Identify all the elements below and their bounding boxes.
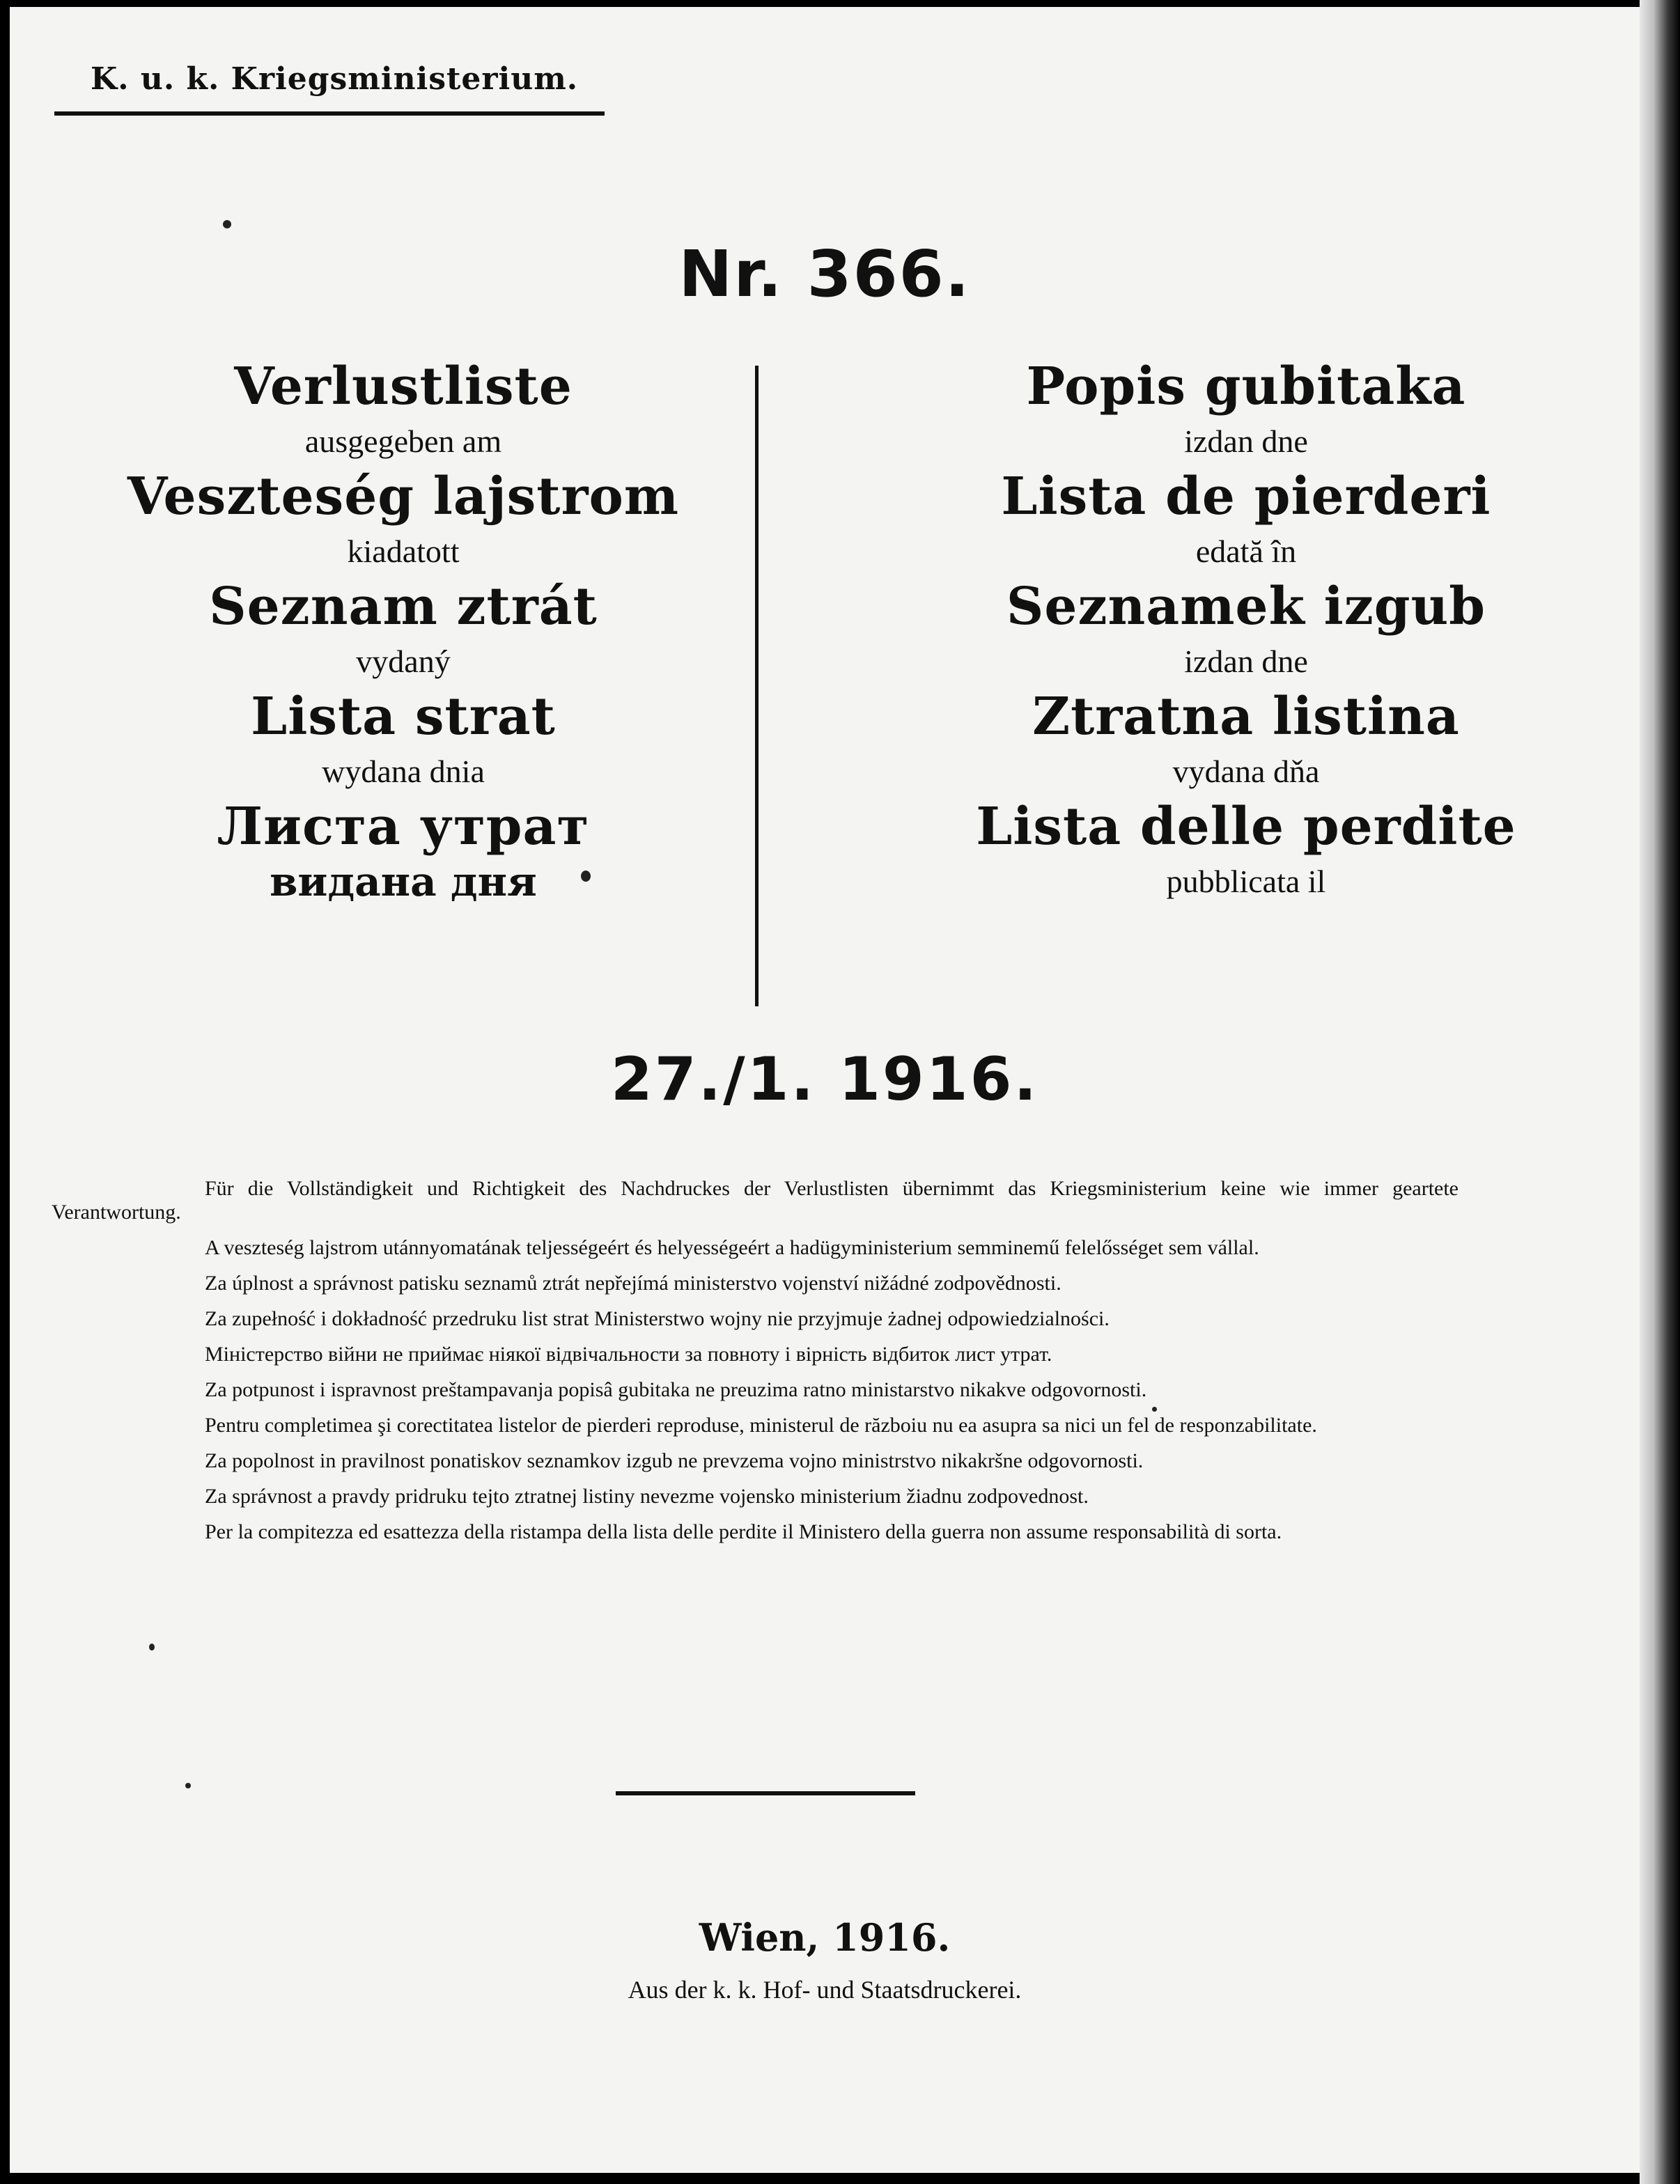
title-german: Verlustliste xyxy=(234,357,573,416)
subtitle-slovene: izdan dne xyxy=(1184,644,1308,679)
document-page xyxy=(10,7,1640,2173)
title-column-right xyxy=(887,355,1605,905)
disclaimer-slovak: Za správnost a pravdy pridruku tejto ztratnej listiny nevezme vojensko ministerium žiadnu zodpovednost. xyxy=(205,1485,1089,1508)
subtitle-slovak: vydana dňa xyxy=(1172,754,1320,789)
title-slovene: Seznamek izgub xyxy=(1006,577,1486,637)
subtitle-ukrainian: видана дня xyxy=(270,858,537,905)
disclaimer-polish: Za zupełność i dokładność przedruku list strat Ministerstwo wojny nie przyjmuje żadnej odpowiedzialności. xyxy=(205,1307,1110,1330)
title-slovak: Ztratna listina xyxy=(1032,687,1460,747)
ink-speck xyxy=(1152,1407,1157,1412)
ink-speck xyxy=(185,1783,191,1788)
title-italian: Lista delle perdite xyxy=(976,797,1516,857)
disclaimer-block xyxy=(52,1177,1459,1556)
disclaimer-ukrainian: Міністерство війни не приймає ніякої відвічальности за повноту і вірність відбиток лист утрат. xyxy=(205,1343,1052,1366)
column-divider xyxy=(755,366,759,1006)
disclaimer-hungarian: A veszteség lajstrom utánnyomatának teljességeért és helyességeért a hadügyministerium semminemű felelősséget sem vállal. xyxy=(205,1236,1259,1259)
title-czech: Seznam ztrát xyxy=(209,577,598,637)
title-polish: Lista strat xyxy=(251,687,556,747)
disclaimer-german: Für die Vollständigkeit und Richtigkeit des Nachdruckes der Verlustlisten übernimmt das Kriegsministerium keine wie immer geartete Verantwortung. xyxy=(52,1177,1459,1224)
title-ukrainian: Листа утрат xyxy=(217,797,590,857)
disclaimer-croatian: Za potpunost i ispravnost preštampavanja popisâ gubitaka ne preuzima ratno ministarstvo nikakve odgovornosti. xyxy=(205,1378,1147,1401)
title-hungarian: Veszteség lajstrom xyxy=(127,467,680,526)
disclaimer-italian: Per la compitezza ed esattezza della ristampa della lista delle perdite il Ministero della guerra non assume responsabilità di sorta. xyxy=(205,1520,1282,1543)
subtitle-hungarian: kiadatott xyxy=(347,533,460,569)
disclaimer-czech: Za úplnost a správnost patisku seznamů ztrát nepřejímá ministerstvo vojenství nižádné zodpovědnosti. xyxy=(205,1272,1061,1295)
ministry-header: K. u. k. Kriegsministerium. xyxy=(91,61,579,97)
title-romanian: Lista de pierderi xyxy=(1001,467,1491,526)
subtitle-czech: vydaný xyxy=(356,644,451,679)
subtitle-polish: wydana dnia xyxy=(322,754,485,789)
subtitle-romanian: edată în xyxy=(1195,533,1297,569)
subtitle-italian: pubblicata il xyxy=(1166,864,1326,899)
scan-edge-shadow xyxy=(1640,0,1680,2184)
issue-date: 27./1. 1916. xyxy=(610,1045,1039,1114)
disclaimer-romanian: Pentru completimea şi corectitatea listelor de pierderi reproduse, ministerul de războiu nu ea asupra sa nici un fel de responzabilitate. xyxy=(205,1414,1317,1437)
subtitle-croatian: izdan dne xyxy=(1184,423,1308,459)
title-croatian: Popis gubitaka xyxy=(1026,357,1466,416)
footer-printer: Aus der k. k. Hof- und Staatsdruckerei. xyxy=(628,1976,1022,2004)
list-number: Nr. 366. xyxy=(678,237,971,311)
ink-speck xyxy=(581,871,591,882)
ink-speck xyxy=(149,1644,155,1651)
disclaimer-slovene: Za popolnost in pravilnost ponatiskov seznamkov izgub ne prevzema vojno ministrstvo nikakršne odgovornosti. xyxy=(205,1449,1144,1472)
header-rule xyxy=(54,111,605,116)
footer-rule xyxy=(616,1791,915,1795)
footer-city: Wien, 1916. xyxy=(699,1915,951,1960)
title-column-left xyxy=(45,355,762,905)
ink-speck xyxy=(223,220,231,228)
subtitle-german: ausgegeben am xyxy=(304,423,502,459)
